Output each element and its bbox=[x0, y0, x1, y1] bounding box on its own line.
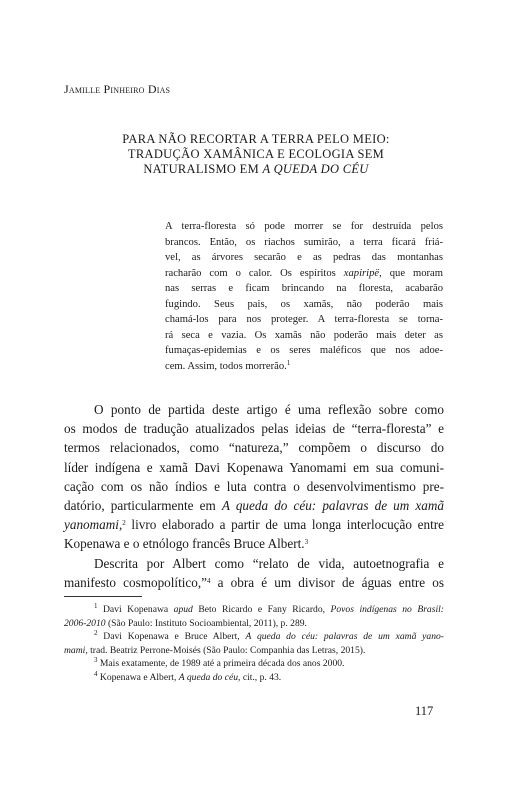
footnote-3: $^3$ Mais exatamente, de 1989 até a primeira década dos anos 2000. bbox=[94, 656, 345, 669]
title-line-1: PARA NÃO RECORTAR A TERRA PELO MEIO: bbox=[122, 132, 390, 146]
epigraph-line: A terra-floresta só pode morrer se for destruída pelos bbox=[165, 221, 443, 232]
epigraph-line: nas serras e ficam brincando na floresta, acabarão bbox=[165, 283, 443, 294]
epigraph-line: fumaças-epidemias e os seres maléficos que nos adoe- bbox=[165, 345, 443, 356]
body-line: O ponto de partida deste artigo é uma reflexão sobre como bbox=[94, 402, 444, 417]
epigraph-line: vel, as árvores secarão e as pedras das montanhas bbox=[165, 252, 443, 263]
body-text bbox=[64, 400, 444, 592]
body-line: cação com os não índios e luta contra o desenvolvimentismo pre- bbox=[64, 478, 444, 494]
footnote-number: 3 bbox=[94, 656, 98, 664]
title-line-3: NATURALISMO EM A QUEDA DO CÉU bbox=[143, 162, 369, 176]
footnote-number: 4 bbox=[94, 669, 98, 678]
footnote-ref-4[interactable]: 4 bbox=[207, 576, 211, 585]
epigraph-italic-term: xapiripë bbox=[343, 267, 380, 279]
epigraph-line: rá seca e vazia. Os xamãs não poderão mais deter as bbox=[165, 329, 443, 341]
footnote-1: $^1$ Davi Kopenawa apud Beto Ricardo e Fany Ricardo, Povos indígenas no Brasil: bbox=[94, 602, 444, 615]
body-line: Descrita por Albert como “relato de vida, autoetnografia e bbox=[94, 555, 444, 571]
epigraph bbox=[165, 219, 443, 374]
body-line: yanomami,$^2$ livro elaborado a partir de uma longa interlocução entre bbox=[64, 517, 444, 533]
running-head: Jamille Pinheiro Dias bbox=[64, 82, 171, 96]
footnote-number: 1 bbox=[94, 602, 98, 610]
page-number: 117 bbox=[415, 704, 434, 718]
epigraph-line: fugindo. Seus pais, os xamãs, não poderão mais bbox=[165, 298, 443, 310]
epigraph-line: brancos. Então, os riachos sumirão, a terra ficará friá- bbox=[165, 236, 443, 248]
footnotes bbox=[64, 603, 444, 684]
footnote-ref-3[interactable]: 3 bbox=[304, 538, 309, 547]
footnote-4: $^4$ Kopenawa e Albert, A queda do céu, cit., p. 43. bbox=[94, 669, 282, 683]
body-line: manifesto cosmopolítico,”$^4$ a obra é um divisor de águas entre os bbox=[64, 574, 445, 590]
footnote-ref-2[interactable]: 2 bbox=[122, 519, 126, 528]
footnote-divider bbox=[64, 596, 142, 597]
body-line: datório, particularmente em A queda do céu: palavras de um xamã bbox=[64, 497, 444, 513]
book-title-italic: A queda do céu: palavras de um xamã bbox=[221, 497, 444, 513]
body-line: os modos de tradução atualizados pelas ideias de “terra-floresta” e bbox=[64, 421, 444, 437]
body-line: Kopenawa e o etnólogo francês Bruce Albert.$^3$ bbox=[64, 536, 309, 552]
epigraph-line: chamá-los para nos proteger. A terra-floresta se torna- bbox=[165, 314, 443, 325]
body-line: termos relacionados, como “natureza,” compõem o discurso do bbox=[64, 440, 444, 456]
footnote-2: $^2$ Davi Kopenawa e Bruce Albert, A queda do céu: palavras de um xamã yano- bbox=[94, 629, 445, 642]
footnote-number: 2 bbox=[94, 629, 98, 637]
epigraph-line: cem. Assim, todos morrerão.$^1$ bbox=[165, 358, 291, 372]
title-line-2: TRADUÇÃO XAMÂNICA E ECOLOGIA SEM bbox=[127, 147, 385, 161]
body-line: líder indígena e xamã Davi Kopenawa Yanomami em sua comuni- bbox=[64, 459, 444, 475]
book-title-italic: yanomami bbox=[64, 517, 119, 533]
epigraph-line: racharão com o calor. Os espíritos xapiripë, que moram bbox=[165, 267, 443, 279]
article-title bbox=[64, 132, 448, 177]
title-italic-book: A QUEDA DO CÉU bbox=[262, 162, 369, 176]
footnote-1-cont: 2006-2010 (São Paulo: Instituto Socioambiental, 2011), p. 289. bbox=[64, 617, 307, 629]
footnote-2-cont: mami, trad. Beatriz Perrone-Moisés (São Paulo: Companhia das Letras, 2015). bbox=[64, 644, 366, 656]
footnote-ref-1[interactable]: 1 bbox=[286, 358, 291, 367]
